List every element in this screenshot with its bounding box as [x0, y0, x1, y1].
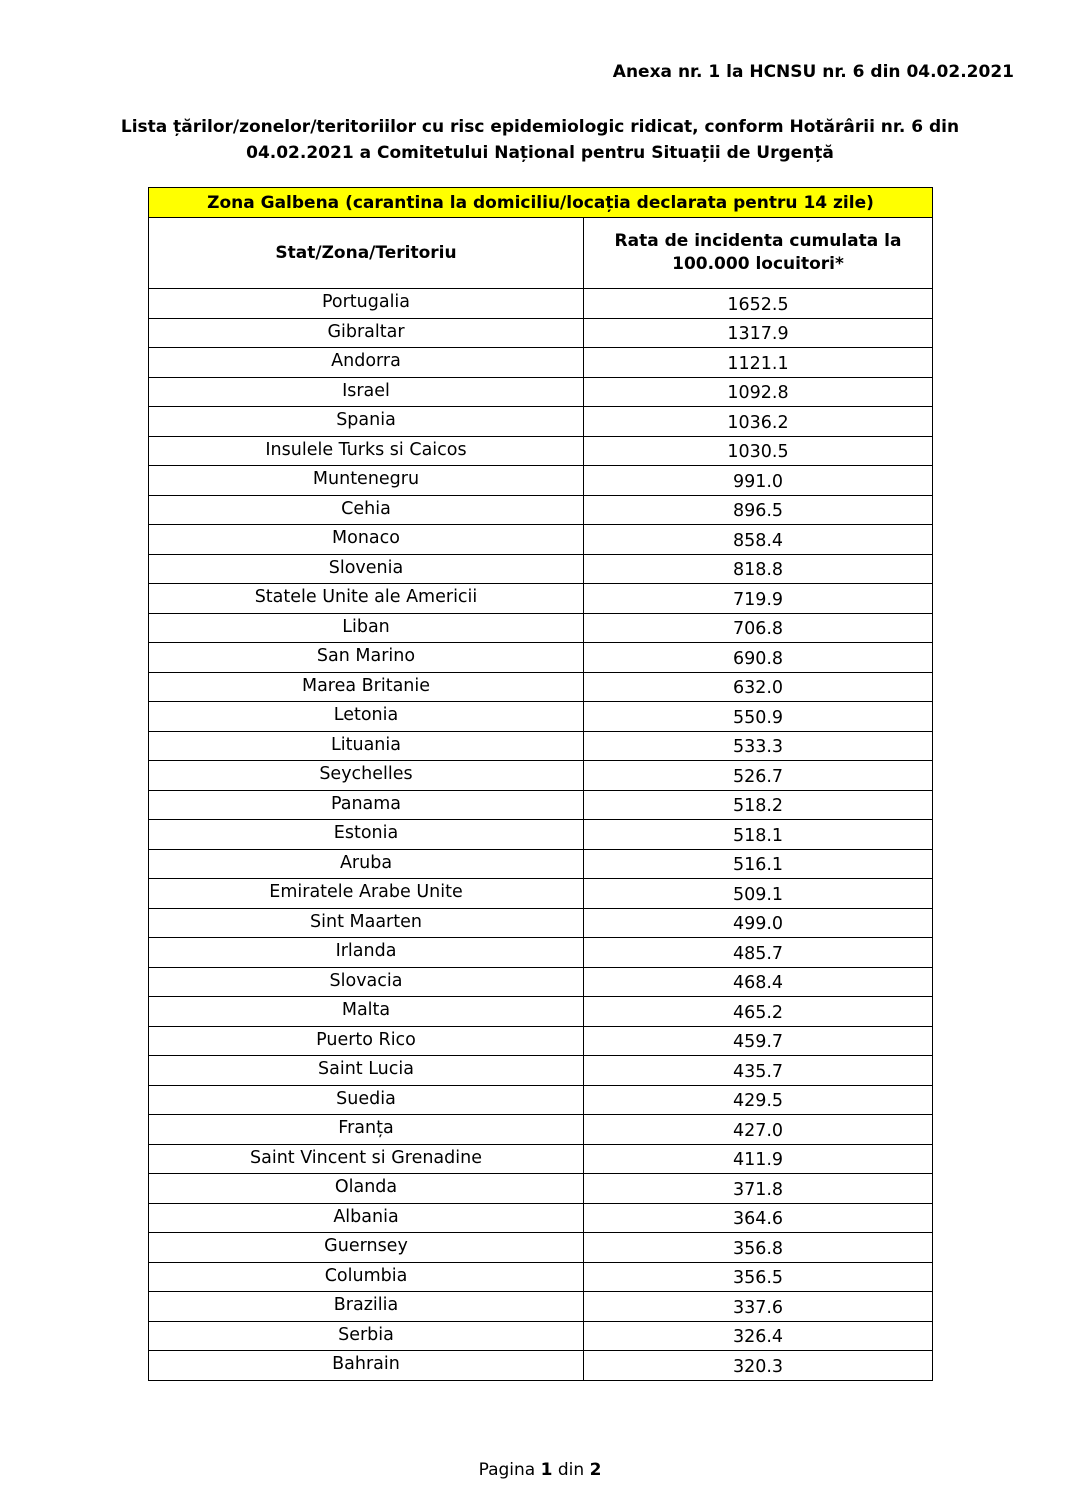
table-row	[149, 1144, 933, 1174]
column-header-rate-line-2: 100.000 locuitori*	[672, 254, 844, 274]
country-cell: Lituania	[149, 731, 584, 761]
table-row	[149, 967, 933, 997]
rate-cell: 1092.8	[584, 377, 933, 407]
country-cell: Puerto Rico	[149, 1026, 584, 1056]
rate-cell: 1030.5	[584, 436, 933, 466]
table-row	[149, 908, 933, 938]
table-row	[149, 702, 933, 732]
table-row	[149, 289, 933, 319]
country-cell: Brazilia	[149, 1292, 584, 1322]
rate-cell: 485.7	[584, 938, 933, 968]
country-cell: Suedia	[149, 1085, 584, 1115]
table-row	[149, 879, 933, 909]
table-row	[149, 318, 933, 348]
table-row	[149, 1262, 933, 1292]
rate-cell: 1036.2	[584, 407, 933, 437]
table-row	[149, 1203, 933, 1233]
country-cell: Gibraltar	[149, 318, 584, 348]
country-cell: Cehia	[149, 495, 584, 525]
rate-cell: 356.5	[584, 1262, 933, 1292]
table-row	[149, 938, 933, 968]
country-cell: Letonia	[149, 702, 584, 732]
country-cell: Spania	[149, 407, 584, 437]
table-row	[149, 1026, 933, 1056]
table-row	[149, 1321, 933, 1351]
rate-cell: 320.3	[584, 1351, 933, 1381]
rate-cell: 465.2	[584, 997, 933, 1027]
table-row	[149, 495, 933, 525]
country-cell: Malta	[149, 997, 584, 1027]
rate-cell: 356.8	[584, 1233, 933, 1263]
country-cell: Saint Lucia	[149, 1056, 584, 1086]
rate-cell: 550.9	[584, 702, 933, 732]
rate-cell: 371.8	[584, 1174, 933, 1204]
rate-cell: 429.5	[584, 1085, 933, 1115]
rate-cell: 896.5	[584, 495, 933, 525]
column-header-rate	[584, 218, 933, 289]
table-row	[149, 1233, 933, 1263]
country-cell: Aruba	[149, 849, 584, 879]
table-row	[149, 761, 933, 791]
rate-cell: 533.3	[584, 731, 933, 761]
country-cell: Panama	[149, 790, 584, 820]
country-cell: Insulele Turks si Caicos	[149, 436, 584, 466]
rate-cell: 427.0	[584, 1115, 933, 1145]
table-row	[149, 525, 933, 555]
country-cell: Marea Britanie	[149, 672, 584, 702]
table-row	[149, 1056, 933, 1086]
country-cell: Bahrain	[149, 1351, 584, 1381]
country-cell: Emiratele Arabe Unite	[149, 879, 584, 909]
country-cell: Columbia	[149, 1262, 584, 1292]
country-cell: Estonia	[149, 820, 584, 850]
rate-cell: 526.7	[584, 761, 933, 791]
table-row	[149, 790, 933, 820]
rate-cell: 518.2	[584, 790, 933, 820]
rate-cell: 1317.9	[584, 318, 933, 348]
table-row	[149, 997, 933, 1027]
rate-cell: 706.8	[584, 613, 933, 643]
annex-reference: Anexa nr. 1 la HCNSU nr. 6 din 04.02.2021	[612, 62, 1014, 82]
country-cell: Serbia	[149, 1321, 584, 1351]
page-total: 2	[589, 1460, 602, 1480]
column-header-rate-line-1: Rata de incidenta cumulata la	[614, 231, 902, 251]
table-row	[149, 731, 933, 761]
rate-cell: 499.0	[584, 908, 933, 938]
country-cell: Guernsey	[149, 1233, 584, 1263]
rate-cell: 719.9	[584, 584, 933, 614]
page-footer	[0, 1460, 1080, 1480]
table-row	[149, 436, 933, 466]
title-line-2: 04.02.2021 a Comitetului Național pentru Situații de Urgență	[246, 143, 834, 163]
table-row	[149, 1115, 933, 1145]
rate-cell: 509.1	[584, 879, 933, 909]
table-row	[149, 613, 933, 643]
country-cell: Franța	[149, 1115, 584, 1145]
table-row	[149, 377, 933, 407]
table-row	[149, 584, 933, 614]
rate-cell: 518.1	[584, 820, 933, 850]
table-row	[149, 1085, 933, 1115]
country-cell: Muntenegru	[149, 466, 584, 496]
table-row	[149, 849, 933, 879]
table-row	[149, 554, 933, 584]
rate-cell: 411.9	[584, 1144, 933, 1174]
rate-cell: 516.1	[584, 849, 933, 879]
country-cell: Olanda	[149, 1174, 584, 1204]
zone-label: Zona Galbena (carantina la domiciliu/locația declarata pentru 14 zile)	[149, 188, 933, 218]
rate-cell: 818.8	[584, 554, 933, 584]
rate-cell: 690.8	[584, 643, 933, 673]
country-cell: Saint Vincent si Grenadine	[149, 1144, 584, 1174]
table-row	[149, 672, 933, 702]
page-current: 1	[540, 1460, 553, 1480]
country-cell: Israel	[149, 377, 584, 407]
country-cell: Liban	[149, 613, 584, 643]
country-cell: Andorra	[149, 348, 584, 378]
rate-cell: 459.7	[584, 1026, 933, 1056]
table-row	[149, 348, 933, 378]
country-cell: Slovacia	[149, 967, 584, 997]
rate-cell: 991.0	[584, 466, 933, 496]
of-word: din	[557, 1460, 585, 1480]
country-cell: San Marino	[149, 643, 584, 673]
rate-cell: 1652.5	[584, 289, 933, 319]
table-row	[149, 1174, 933, 1204]
country-cell: Monaco	[149, 525, 584, 555]
risk-countries-table	[148, 187, 933, 1381]
country-cell: Portugalia	[149, 289, 584, 319]
column-header-country: Stat/Zona/Teritoriu	[149, 218, 584, 289]
zone-header-row	[149, 188, 933, 218]
table-row	[149, 643, 933, 673]
table-row	[149, 820, 933, 850]
rate-cell: 337.6	[584, 1292, 933, 1322]
rate-cell: 435.7	[584, 1056, 933, 1086]
country-cell: Statele Unite ale Americii	[149, 584, 584, 614]
page-word: Pagina	[478, 1460, 536, 1480]
rate-cell: 858.4	[584, 525, 933, 555]
title-line-1: Lista țărilor/zonelor/teritoriilor cu risc epidemiologic ridicat, conform Hotărârii nr. 6 din	[120, 117, 960, 137]
rate-cell: 326.4	[584, 1321, 933, 1351]
table-row	[149, 466, 933, 496]
table-row	[149, 1292, 933, 1322]
table-row	[149, 407, 933, 437]
rate-cell: 1121.1	[584, 348, 933, 378]
country-cell: Seychelles	[149, 761, 584, 791]
country-cell: Irlanda	[149, 938, 584, 968]
table-row	[149, 1351, 933, 1381]
rate-cell: 364.6	[584, 1203, 933, 1233]
document-title	[60, 114, 1020, 166]
country-cell: Slovenia	[149, 554, 584, 584]
table-body	[149, 289, 933, 1381]
country-cell: Albania	[149, 1203, 584, 1233]
rate-cell: 632.0	[584, 672, 933, 702]
column-header-row	[149, 218, 933, 289]
country-cell: Sint Maarten	[149, 908, 584, 938]
rate-cell: 468.4	[584, 967, 933, 997]
